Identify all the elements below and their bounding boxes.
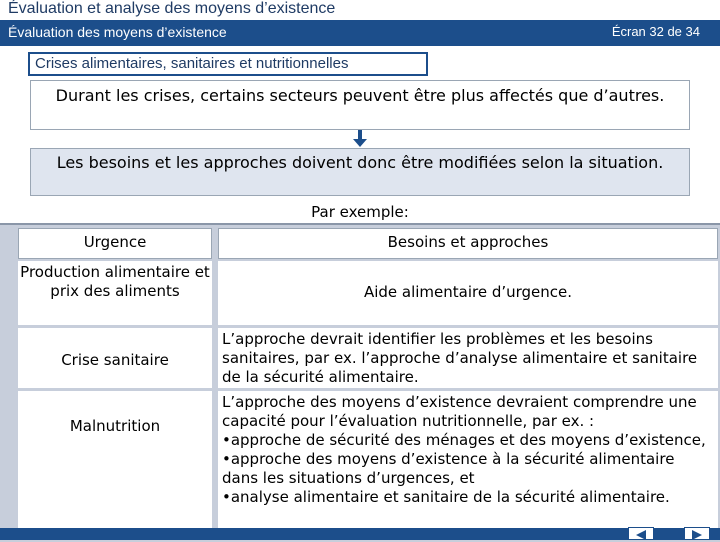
table-row-2-emergency: Crise sanitaire (18, 328, 212, 388)
previous-icon (636, 530, 646, 540)
next-icon (692, 530, 702, 540)
table-header-emergency: Urgence (18, 228, 212, 259)
table-row-3-needs (218, 391, 718, 531)
window-title: Évaluation et analyse des moyens d’existence (0, 0, 720, 20)
table-row-1-needs: Aide alimentaire d’urgence. (218, 261, 718, 325)
intro-statement-1: Durant les crises, certains secteurs peuvent être plus affectés que d’autres. (30, 80, 690, 130)
intro-statement-2: Les besoins et les approches doivent donc être modifiées selon la situation. (30, 148, 690, 196)
topic-label: Crises alimentaires, sanitaires et nutritionnelles (28, 52, 428, 76)
table-row-3-needs-line-4: •analyse alimentaire et sanitaire de la sécurité alimentaire. (222, 488, 670, 506)
previous-button[interactable] (628, 527, 654, 540)
table-row-3-needs-line-3: •approche des moyens d’existence à la sécurité alimentaire dans les situations d’urgences, et (222, 450, 675, 487)
screen-counter: Écran 32 de 34 (611, 24, 700, 39)
table-row-2-needs: L’approche devrait identifier les problèmes et les besoins sanitaires, par ex. l’approche d’analyse alimentaire et sanitaire de la sécurité alimentaire. (218, 328, 718, 388)
table-row-1-emergency: Production alimentaire et prix des aliments (18, 261, 212, 325)
needs-table (0, 223, 720, 542)
table-row-3-needs-line-1: L’approche des moyens d’existence devraient comprendre une capacité pour l’évaluation nutritionnelle, par ex. : (222, 393, 697, 430)
bottom-nav-bar (0, 528, 720, 540)
example-label: Par exemple: (311, 203, 409, 221)
table-header-needs: Besoins et approches (218, 228, 718, 259)
arrow-down-icon (351, 130, 369, 148)
table-row-3-emergency: Malnutrition (18, 391, 212, 531)
header-bar (0, 20, 720, 46)
course-subtitle: Évaluation des moyens d’existence (8, 24, 227, 40)
table-row-3-needs-line-2: •approche de sécurité des ménages et des moyens d’existence, (222, 431, 706, 449)
next-button[interactable] (684, 527, 710, 540)
